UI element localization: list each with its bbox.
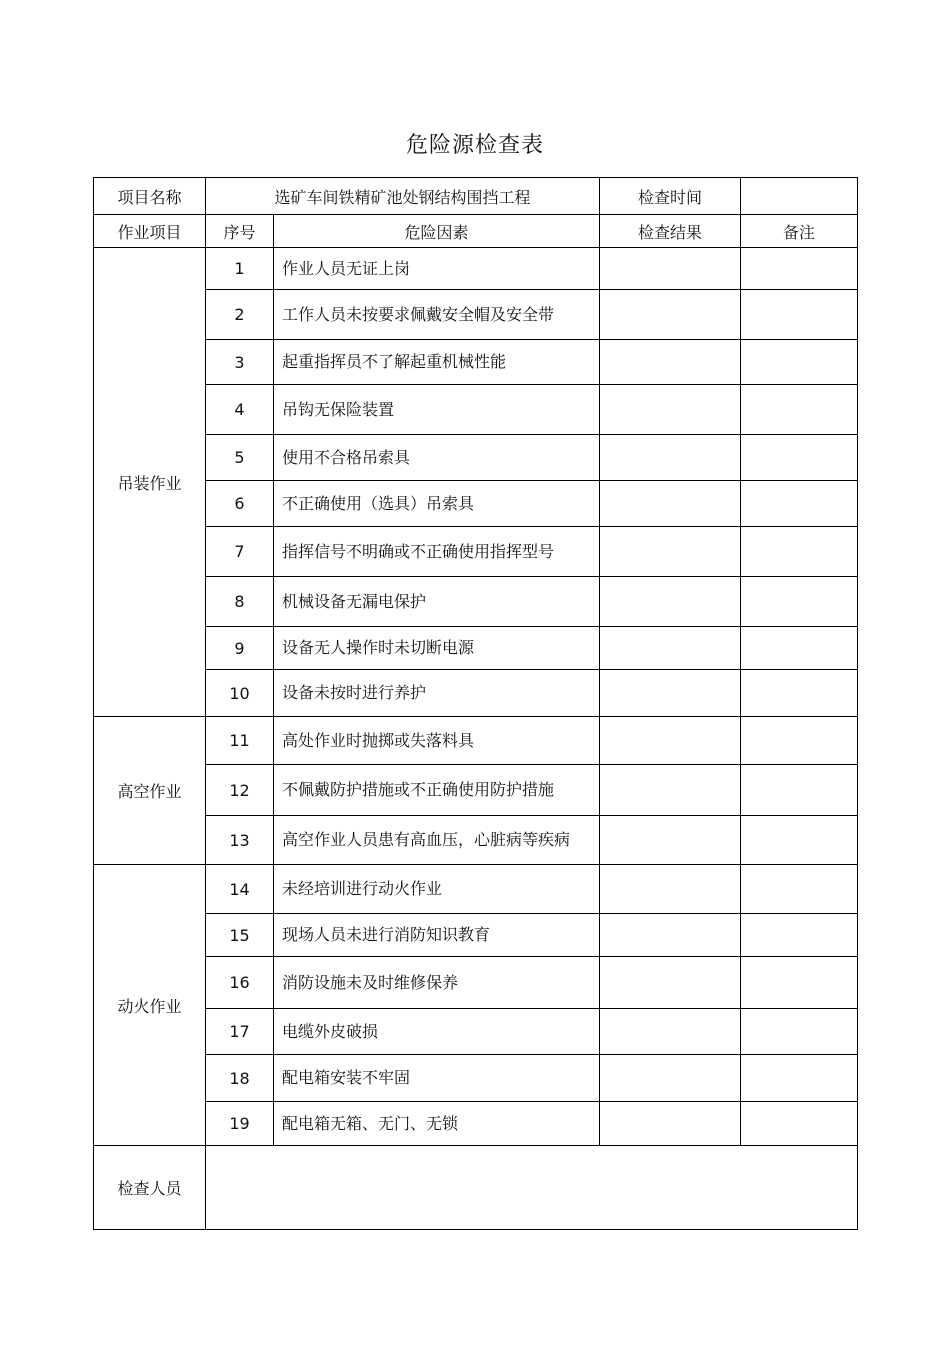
hazard-cell: 高空作业人员患有高血压，心脏病等疾病 (274, 816, 600, 865)
note-cell[interactable] (741, 1009, 858, 1055)
work-item-group: 高空作业 (94, 717, 206, 865)
result-cell[interactable] (600, 1009, 741, 1055)
hazard-cell: 吊钩无保险装置 (274, 385, 600, 435)
hazard-cell: 高处作业时抛掷或失落料具 (274, 717, 600, 765)
page-title: 危险源检查表 (405, 133, 544, 158)
hazard-cell: 作业人员无证上岗 (274, 248, 600, 290)
result-cell[interactable] (600, 527, 741, 577)
inspector-label: 检查人员 (94, 1146, 206, 1230)
note-cell[interactable] (741, 435, 858, 481)
table-row (94, 627, 858, 670)
seq-cell: 14 (206, 865, 274, 914)
note-cell[interactable] (741, 865, 858, 914)
note-cell[interactable] (741, 248, 858, 290)
table-row (94, 481, 858, 527)
result-cell[interactable] (600, 816, 741, 865)
seq-cell: 18 (206, 1055, 274, 1102)
result-cell[interactable] (600, 627, 741, 670)
hazard-cell: 现场人员未进行消防知识教育 (274, 914, 600, 957)
note-cell[interactable] (741, 1102, 858, 1146)
hazard-checklist-table (93, 177, 858, 1230)
result-cell[interactable] (600, 577, 741, 627)
note-cell[interactable] (741, 816, 858, 865)
seq-cell: 7 (206, 527, 274, 577)
note-cell[interactable] (741, 340, 858, 385)
table-row (94, 577, 858, 627)
note-cell[interactable] (741, 765, 858, 816)
result-cell[interactable] (600, 765, 741, 816)
seq-cell: 11 (206, 717, 274, 765)
table-row (94, 816, 858, 865)
seq-cell: 9 (206, 627, 274, 670)
table-row (94, 290, 858, 340)
work-item-group: 吊装作业 (94, 248, 206, 717)
hazard-cell: 电缆外皮破损 (274, 1009, 600, 1055)
seq-cell: 13 (206, 816, 274, 865)
table-row (94, 435, 858, 481)
hazard-cell: 配电箱无箱、无门、无锁 (274, 1102, 600, 1146)
col-header-hazard: 危险因素 (274, 215, 600, 248)
result-cell[interactable] (600, 957, 741, 1009)
result-cell[interactable] (600, 1055, 741, 1102)
hazard-cell: 设备未按时进行养护 (274, 670, 600, 717)
inspector-value[interactable] (206, 1146, 858, 1230)
seq-cell: 1 (206, 248, 274, 290)
table-row (94, 1055, 858, 1102)
result-cell[interactable] (600, 340, 741, 385)
table-row (94, 1102, 858, 1146)
table-row (94, 340, 858, 385)
result-cell[interactable] (600, 1102, 741, 1146)
project-row (94, 178, 858, 215)
seq-cell: 12 (206, 765, 274, 816)
project-name-value: 选矿车间铁精矿池处钢结构围挡工程 (206, 178, 600, 215)
column-header-row (94, 215, 858, 248)
seq-cell: 3 (206, 340, 274, 385)
seq-cell: 6 (206, 481, 274, 527)
result-cell[interactable] (600, 435, 741, 481)
result-cell[interactable] (600, 248, 741, 290)
hazard-cell: 使用不合格吊索具 (274, 435, 600, 481)
result-cell[interactable] (600, 717, 741, 765)
inspector-row (94, 1146, 858, 1230)
table-row (94, 957, 858, 1009)
table-row (94, 385, 858, 435)
note-cell[interactable] (741, 527, 858, 577)
note-cell[interactable] (741, 670, 858, 717)
result-cell[interactable] (600, 290, 741, 340)
hazard-cell: 不佩戴防护措施或不正确使用防护措施 (274, 765, 600, 816)
table-row (94, 765, 858, 816)
note-cell[interactable] (741, 385, 858, 435)
result-cell[interactable] (600, 481, 741, 527)
table-row (94, 1009, 858, 1055)
note-cell[interactable] (741, 290, 858, 340)
hazard-cell: 起重指挥员不了解起重机械性能 (274, 340, 600, 385)
seq-cell: 16 (206, 957, 274, 1009)
project-name-label: 项目名称 (94, 178, 206, 215)
seq-cell: 17 (206, 1009, 274, 1055)
seq-cell: 5 (206, 435, 274, 481)
seq-cell: 4 (206, 385, 274, 435)
col-header-note: 备注 (741, 215, 858, 248)
hazard-cell: 设备无人操作时未切断电源 (274, 627, 600, 670)
result-cell[interactable] (600, 385, 741, 435)
seq-cell: 19 (206, 1102, 274, 1146)
hazard-cell: 未经培训进行动火作业 (274, 865, 600, 914)
seq-cell: 8 (206, 577, 274, 627)
note-cell[interactable] (741, 627, 858, 670)
table-row (94, 914, 858, 957)
table-row (94, 717, 858, 765)
hazard-cell: 消防设施未及时维修保养 (274, 957, 600, 1009)
result-cell[interactable] (600, 865, 741, 914)
col-header-work-item: 作业项目 (94, 215, 206, 248)
result-cell[interactable] (600, 914, 741, 957)
table-row (94, 248, 858, 290)
seq-cell: 15 (206, 914, 274, 957)
work-item-group: 动火作业 (94, 865, 206, 1146)
table-row (94, 865, 858, 914)
note-cell[interactable] (741, 481, 858, 527)
hazard-cell: 配电箱安装不牢固 (274, 1055, 600, 1102)
note-cell[interactable] (741, 577, 858, 627)
table-row (94, 527, 858, 577)
inspection-time-label: 检查时间 (600, 178, 741, 215)
note-cell[interactable] (741, 1055, 858, 1102)
result-cell[interactable] (600, 670, 741, 717)
table-row (94, 670, 858, 717)
seq-cell: 2 (206, 290, 274, 340)
seq-cell: 10 (206, 670, 274, 717)
hazard-cell: 工作人员未按要求佩戴安全帽及安全带 (274, 290, 600, 340)
hazard-cell: 不正确使用（选具）吊索具 (274, 481, 600, 527)
note-cell[interactable] (741, 957, 858, 1009)
col-header-result: 检查结果 (600, 215, 741, 248)
note-cell[interactable] (741, 717, 858, 765)
note-cell[interactable] (741, 914, 858, 957)
inspection-time-value[interactable] (741, 178, 858, 215)
hazard-cell: 机械设备无漏电保护 (274, 577, 600, 627)
hazard-cell: 指挥信号不明确或不正确使用指挥型号 (274, 527, 600, 577)
col-header-seq: 序号 (206, 215, 274, 248)
